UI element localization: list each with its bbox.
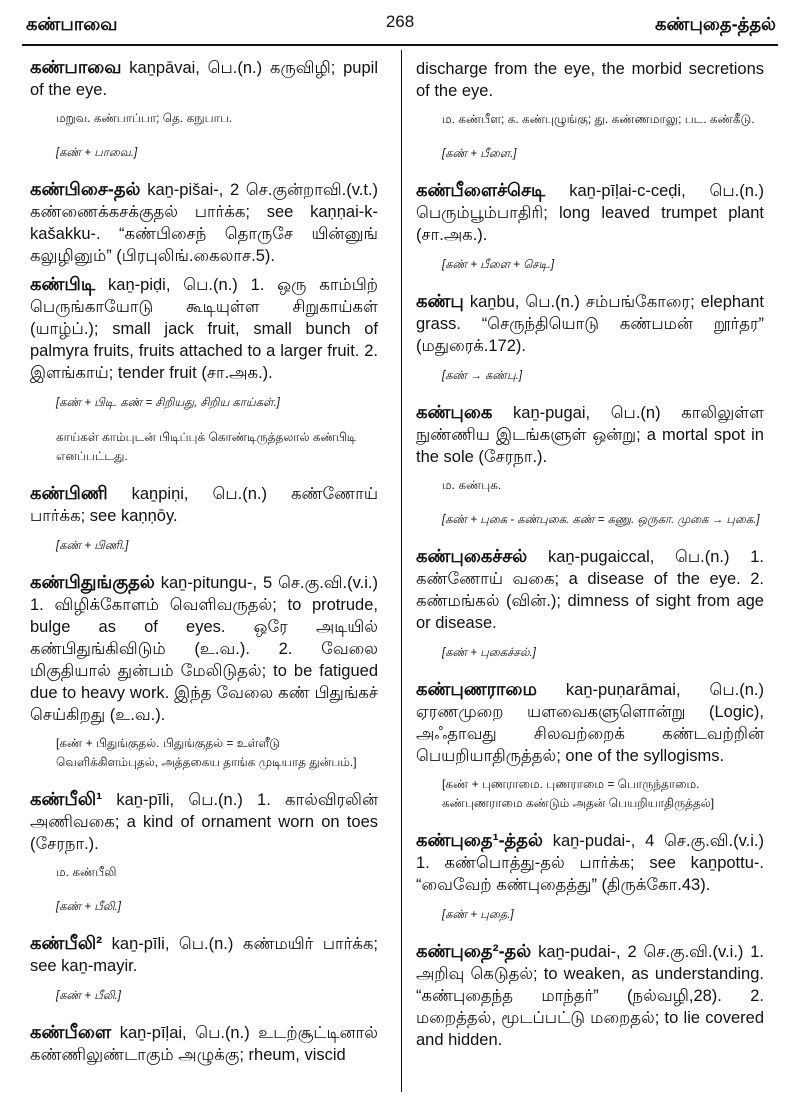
cognate-note: [கண் + பிதுங்குதல். பிதுங்குதல் = உள்ளீடு வெளிக்கிளம்புதல், அத்தகைய தாங்க முடியாத துன்பம்.] [56, 736, 357, 769]
dictionary-entry [416, 829, 764, 896]
column-divider [401, 50, 402, 1092]
dictionary-entry [416, 401, 764, 468]
etymology: [கண் + புகைச்சல்.] [442, 647, 536, 659]
headword: கண்பிசை-தல் [30, 179, 141, 199]
cognate-note: [கண் + புணராமை. புணராமை = பொருந்தாமை. கண்புணராமை கண்டும் அதன் பெயறியாதிருத்தல்] [442, 777, 715, 810]
entry-definition: kaṉ-pīli, பெ.(n.) கண்மயிர் பார்க்க; see kaṉ-mayir. [30, 935, 378, 975]
headword: கண்பீளைச்செடி [416, 180, 546, 200]
cognate-note: மறுவ. கண்பாப்பா; தெ. கநுபாப. [56, 111, 233, 125]
entry-definition: kaṉ-pudai-, 2 செ.கு.வி.(v.i.) 1. அறிவு கெடுதல்; to weaken, as understanding. “கண்புதைந்த மாந்தர்” (நல்வழி,28). 2. மறைத்தல், மூடப்பட்டு மறைதல்; to lie covered and hidden. [416, 943, 764, 1049]
dictionary-entry [416, 290, 764, 357]
entry-definition: kaṉ-pugai, பெ.(n) காலிலுள்ள நுண்ணிய இடங்களுள் ஒன்று; a mortal spot in the sole (சேரநா.). [416, 404, 764, 466]
headword: கண்பாவை [30, 57, 122, 77]
headword: கண்புதை²-தல் [416, 941, 532, 961]
dictionary-entry [30, 932, 378, 977]
dictionary-entry [30, 1021, 378, 1066]
dictionary-entry [416, 940, 764, 1051]
page-number: 268 [385, 12, 415, 31]
etymology: [கண் + பிணி.] [56, 540, 129, 552]
entry-definition: kaṉpiṇi, பெ.(n.) கண்ணோய் பார்க்க; see kaṇṇōy. [30, 485, 378, 525]
etymology: [கண் + பாவை.] [56, 147, 138, 159]
dictionary-entry [416, 678, 764, 767]
headword: கண்புதை¹-த்தல் [416, 830, 543, 850]
entry-definition: kaṉpāvai, பெ.(n.) கருவிழி; pupil of the eye. [30, 59, 378, 99]
dictionary-entry [30, 56, 378, 101]
page-header [22, 8, 778, 42]
entry-definition: kaṉ-pīḷai-c-ceḍi, பெ.(n.) பெரும்பூம்பாதிரி; long leaved trumpet plant (சா.அக.). [416, 182, 764, 244]
headword: கண்புகைச்சல் [416, 546, 528, 566]
header-right-guideword: கண்புதை-த்தல் [655, 14, 776, 34]
etymology: [கண் + பீளை + செடி.] [442, 259, 555, 271]
etymology: [கண் + பிடி. கண் = சிறியது, சிறிய காய்கள்.] [56, 397, 280, 409]
entry-definition: discharge from the eye, the morbid secretions of the eye. [416, 60, 764, 100]
etymology: [கண் + பீலி.] [56, 990, 121, 1002]
dictionary-entry [30, 273, 378, 384]
etymology: [கண் + புதை.] [442, 909, 514, 921]
headword: கண்பிதுங்குதல் [30, 572, 155, 592]
header-rule [22, 44, 778, 46]
headword: கண்பீலி¹ [30, 789, 103, 809]
headword: கண்பிணி [30, 483, 108, 503]
headword: கண்புணராமை [416, 679, 537, 699]
header-left-guideword: கண்பாவை [26, 14, 118, 34]
entry-definition: kaṉ-pitungu-, 5 செ.கு.வி.(v.i.) 1. விழிக்கோளம் வெளிவருதல்; to protrude, bulge as of eyes. ஒரே அடியில் கண்பிதுங்கிவிடும் (உ.வ.). 2. வேலை மிகுதியால் துன்பம் மேலிடுதல்; to be fatigued due to heavy work. இந்த வேலை கண் பிதுங்கச் செய்கிறது (உ.வ.). [30, 574, 378, 724]
right-column [416, 56, 764, 1057]
entry-continuation [416, 58, 764, 102]
cognate-note: ம. கண்பீலி [56, 865, 117, 879]
cognate-note: ம. கண்பீள; க. கண்புழுங்கு; து. கண்ணமாலு; பட. கண்கீடு. [442, 112, 755, 126]
left-column [30, 56, 378, 1072]
headword: கண்பிடி [30, 274, 96, 294]
dictionary-entry [30, 482, 378, 527]
etymology: [கண் + புகை - கண்புகை. கண் = கணு. ஒருகா. முகை → புகை.] [442, 514, 760, 526]
entry-definition: kaṉ-pišai-, 2 செ.குன்றாவி.(v.t.) கண்ணைக்கசக்குதல் பார்க்க; see kaṇṇai-k-kašakku-. “கண்பிசைந் தொருசே யின்னுங் கலுழினும்” (பிரபுலிங்.கைலாச.5). [30, 181, 378, 265]
dictionary-entry [416, 179, 764, 246]
headword: கண்புகை [416, 402, 493, 422]
entry-definition: kaṉ-piḍi, பெ.(n.) 1. ஒரு காம்பிற் பெருங்காயோடு கூடியுள்ள சிறுகாய்கள் (யாழ்ப்.); small jack fruit, small bunch of palmyra fruits, fruits attached to a larger fruit. 2. இளங்காய்; tender fruit (சா.அக.). [30, 276, 378, 382]
entry-definition: kaṉ-pudai-, 4 செ.கு.வி.(v.i.) 1. கண்பொத்து-தல் பார்க்க; see kaṉpottu-. “வைவேற் கண்புதைத்து” (திருக்கோ.43). [416, 832, 764, 894]
cognate-note: காய்கள் காம்புடன் பிடிப்புக் கொண்டிருத்தலால் கண்பிடி எனப்பட்டது. [56, 430, 357, 463]
entry-definition: kaṉ-pugaiccal, பெ.(n.) 1. கண்ணோய் வகை; a disease of the eye. 2. கண்மங்கல் (வின்.); dimness of sight from age or disease. [416, 548, 764, 632]
etymology: [கண் → கண்பு.] [442, 370, 523, 382]
dictionary-entry [30, 788, 378, 855]
cognate-note: ம. கண்புக. [442, 478, 502, 492]
entry-definition: kaṉ-pīḷai, பெ.(n.) உடற்சூட்டினால் கண்ணிலுண்டாகும் அழுக்கு; rheum, viscid [30, 1024, 378, 1064]
headword: கண்பு [416, 291, 464, 311]
etymology: [கண் + பீலி.] [56, 901, 121, 913]
entry-definition: kaṉ-puṇarāmai, பெ.(n.) ஏரணமுறை யளவைகளுளொன்று (Logic), அஃதாவது சிலவற்றைக் கண்டவற்றின் பெயறியாதிருத்தல்; one of the syllogisms. [416, 681, 764, 765]
headword: கண்பீளை [30, 1022, 112, 1042]
entry-definition: kaṉ-pīli, பெ.(n.) 1. கால்விரலின் அணிவகை; a kind of ornament worn on toes (சேரநா.). [30, 791, 378, 853]
dictionary-entry [30, 571, 378, 726]
dictionary-entry [30, 178, 378, 267]
entry-definition: kaṉbu, பெ.(n.) சம்பங்கோரை; elephant grass. “செருந்தியொடு கண்பமன் றூர்தர” (மதுரைக்.172). [416, 293, 764, 355]
dictionary-entry [416, 545, 764, 634]
headword: கண்பீலி² [30, 933, 103, 953]
etymology: [கண் + பீளை.] [442, 148, 517, 160]
